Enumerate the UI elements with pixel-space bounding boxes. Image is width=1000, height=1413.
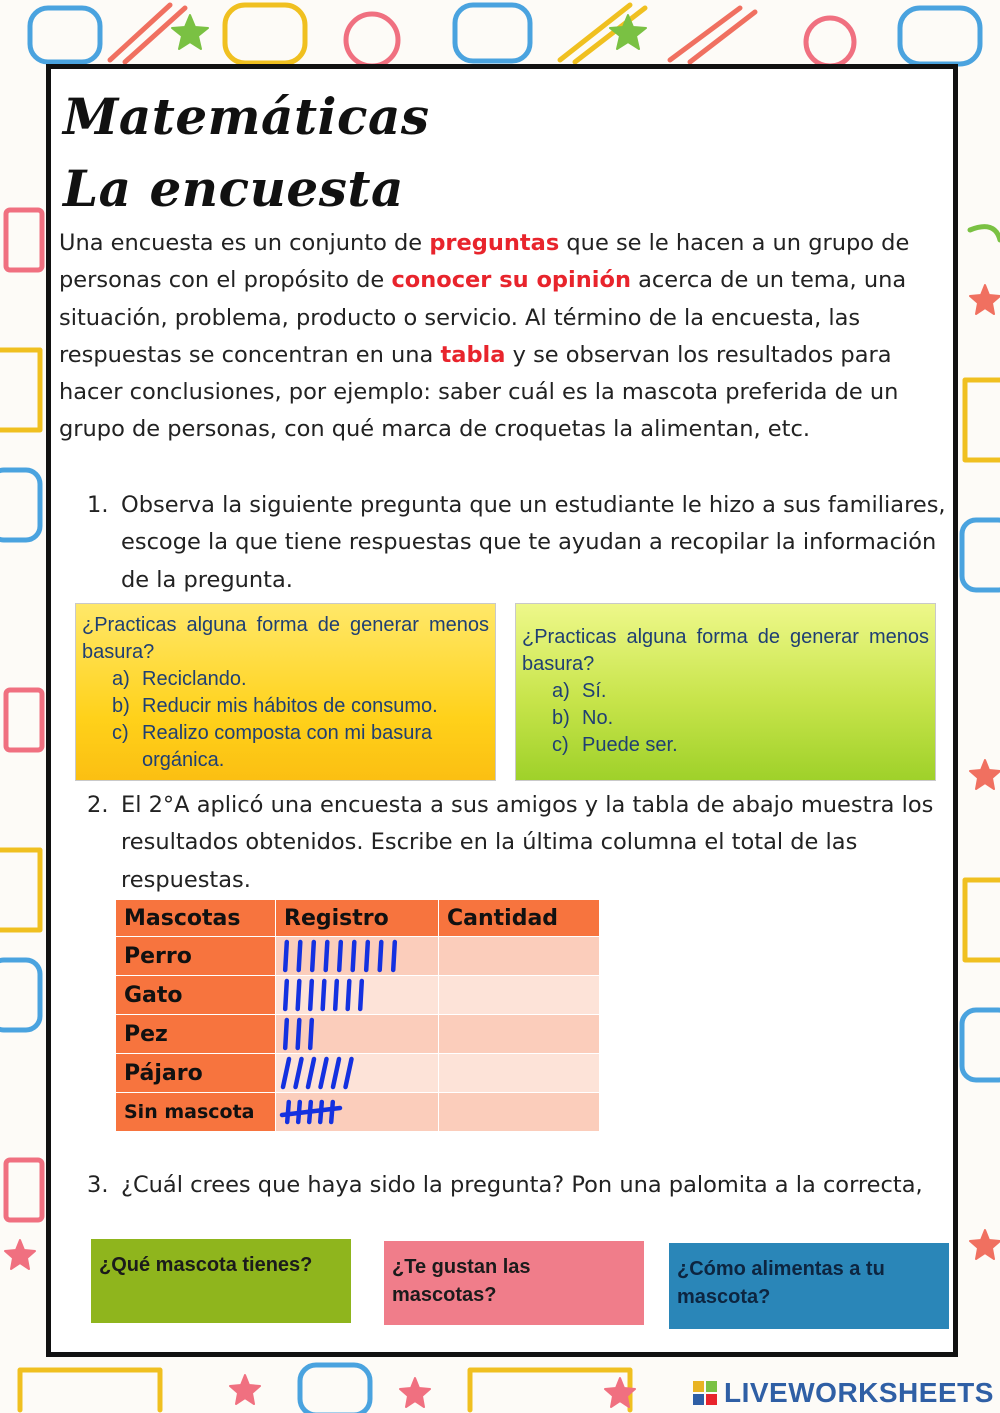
pet-name: Pájaro [116,1054,276,1093]
cantidad-input-cell[interactable] [439,1093,600,1132]
list-item [112,720,489,774]
answer-letter: b) [112,695,130,717]
clock-doodle [806,18,854,66]
tally-cell [276,1093,439,1132]
list-item [552,678,929,705]
tally-mark [360,981,362,1009]
clock-doodle [346,14,398,66]
tally-mark [283,1059,289,1087]
bus-doodle [0,350,40,430]
answer-text: No. [582,707,614,729]
intro-text: acerca de un tema, una situación, problema, producto o servicio. Al término de la encuesta, las respuestas se concentran en una [59,267,907,368]
star-doodle [400,1378,430,1407]
list-item [112,666,489,693]
pencil-cup-doodle [6,1160,42,1220]
answer-text: Reciclando. [142,668,247,690]
tally-cell [276,937,439,976]
question-1-text: Observa la siguiente pregunta que un estudiante le hizo a sus familiares, escoge la que tiene respuestas que te ayudan a recopilar la información de la pregunta. [121,492,946,593]
star-doodle [5,1240,35,1269]
answer-text: Sí. [582,680,607,702]
tally-mark [285,981,287,1009]
tally-mark [308,1059,314,1087]
star-doodle [610,15,646,49]
tally-mark [285,942,287,970]
tally-cell [276,1015,439,1054]
star-doodle [970,1230,1000,1259]
pet-name: Pez [116,1015,276,1054]
table-row [116,976,600,1015]
star-doodle [970,760,1000,789]
cantidad-input-cell[interactable] [439,937,600,976]
bus-doodle [0,850,40,930]
pet-name: Gato [116,976,276,1015]
table-row [116,1093,600,1132]
option-card-a[interactable] [75,603,496,781]
worksheet-page [46,64,958,1357]
tally-mark [333,1059,339,1087]
option-b-answers [522,678,929,759]
header-registro: Registro [276,900,439,937]
answer-letter: c) [112,722,129,744]
question-3-text: ¿Cuál crees que haya sido la pregunta? Pon una palomita a la correcta, [121,1172,923,1198]
backpack-doodle [0,470,40,540]
answer-choice-que-mascota[interactable]: ¿Qué mascota tienes? [91,1239,351,1323]
lesson-title: La encuesta [63,159,404,218]
tally-marks [276,1015,438,1053]
tally-mark [335,981,337,1009]
bus-doodle [965,380,1000,460]
pencil-cup-doodle [6,690,42,750]
question-2-number: 2. [87,792,109,818]
tally-mark [339,942,341,970]
tally-mark [310,1020,312,1048]
option-a-question: ¿Practicas alguna forma de generar menos basura? [82,614,489,663]
tally-mark [310,981,312,1009]
tally-mark [285,1020,287,1048]
subject-title: Matemáticas [63,87,430,146]
tally-mark [326,942,328,970]
tally-mark [298,1020,300,1048]
tally-mark [331,1102,333,1122]
answer-choice-te-gustan[interactable]: ¿Te gustan las mascotas? [384,1241,644,1325]
question-3-number: 3. [87,1172,109,1198]
pet-name: Perro [116,937,276,976]
tally-marks [276,1054,438,1092]
tally-cell [276,1054,439,1093]
backpack-doodle [455,5,530,61]
star-doodle [970,285,1000,314]
backpack-doodle [962,520,1000,590]
list-item [552,732,929,759]
answer-letter: b) [552,707,570,729]
highlight-preguntas: preguntas [429,230,560,256]
question-2 [87,787,953,899]
table-row [116,937,600,976]
tally-mark [323,981,325,1009]
question-2-text: El 2°A aplicó una encuesta a sus amigos y la tabla de abajo muestra los resultados obtenidos. Escribe en la última columna el total de las respuestas. [121,792,934,893]
tally-marks [276,937,438,975]
list-item [112,693,489,720]
leaf-doodle [970,227,1000,240]
question-1-number: 1. [87,492,109,518]
option-b-question: ¿Practicas alguna forma de generar menos basura? [522,626,929,675]
tally-cell [276,976,439,1015]
backpack-doodle [962,1010,1000,1080]
survey-table [115,899,600,1132]
header-mascotas: Mascotas [116,900,276,937]
question-1 [87,487,953,599]
answer-text: Reducir mis hábitos de consumo. [142,695,438,717]
tally-mark [321,1059,327,1087]
list-item [552,705,929,732]
backpack-doodle [225,5,305,63]
highlight-conocer-opinion: conocer su opinión [391,267,631,294]
watermark-text: LIVEWORKSHEETS [724,1377,994,1408]
tally-mark [393,942,395,970]
pet-name: Sin mascota [116,1093,276,1132]
tally-marks [276,1093,438,1131]
liveworksheets-watermark [692,1378,994,1408]
backpack-doodle [30,8,100,62]
highlight-tabla: tabla [440,341,506,368]
answer-letter: a) [112,668,130,690]
liveworksheets-logo-icon [692,1379,720,1407]
tally-marks [276,976,438,1014]
option-card-b[interactable] [515,603,936,781]
intro-text: que se le hacen a un grupo de personas con el propósito de [59,230,910,294]
table-header-row [116,900,600,937]
cantidad-input-cell[interactable] [439,1054,600,1093]
star-doodle [230,1375,260,1404]
cantidad-input-cell[interactable] [439,976,600,1015]
table-row [116,1054,600,1093]
answer-letter: a) [552,680,570,702]
answer-choice-como-alimentas[interactable]: ¿Cómo alimentas a tu mascota? [669,1243,949,1329]
tally-mark [312,942,314,970]
intro-text: y se observan los resultados para hacer conclusiones, por ejemplo: saber cuál es la mascota preferida de un grupo de personas, con qué marca de croquetas la alimentan, etc. [59,341,899,443]
tally-mark [298,981,300,1009]
tally-mark [348,981,350,1009]
tally-mark [353,942,355,970]
pencil-cup-doodle [6,210,42,270]
tally-mark [346,1059,352,1087]
intro-paragraph [59,225,955,449]
tally-mark [366,942,368,970]
backpack-doodle [900,8,980,64]
option-a-answers [82,666,489,774]
intro-text: Una encuesta es un conjunto de [59,230,430,256]
tally-mark [296,1059,302,1087]
answer-letter: c) [552,734,569,756]
table-row [116,1015,600,1054]
cantidad-input-cell[interactable] [439,1015,600,1054]
star-doodle [172,15,208,49]
answer-text: Puede ser. [582,734,678,756]
header-cantidad: Cantidad [439,900,600,937]
answer-text: Realizo composta con mi basura orgánica. [142,722,433,771]
pencil-doodle [110,5,185,62]
backpack-doodle [300,1365,370,1413]
backpack-doodle [0,960,40,1030]
question-3 [87,1167,953,1204]
tally-mark [299,942,301,970]
tally-mark [380,942,382,970]
bus-doodle [965,880,1000,960]
pencil-doodle [670,8,755,62]
bus-doodle [20,1370,160,1410]
